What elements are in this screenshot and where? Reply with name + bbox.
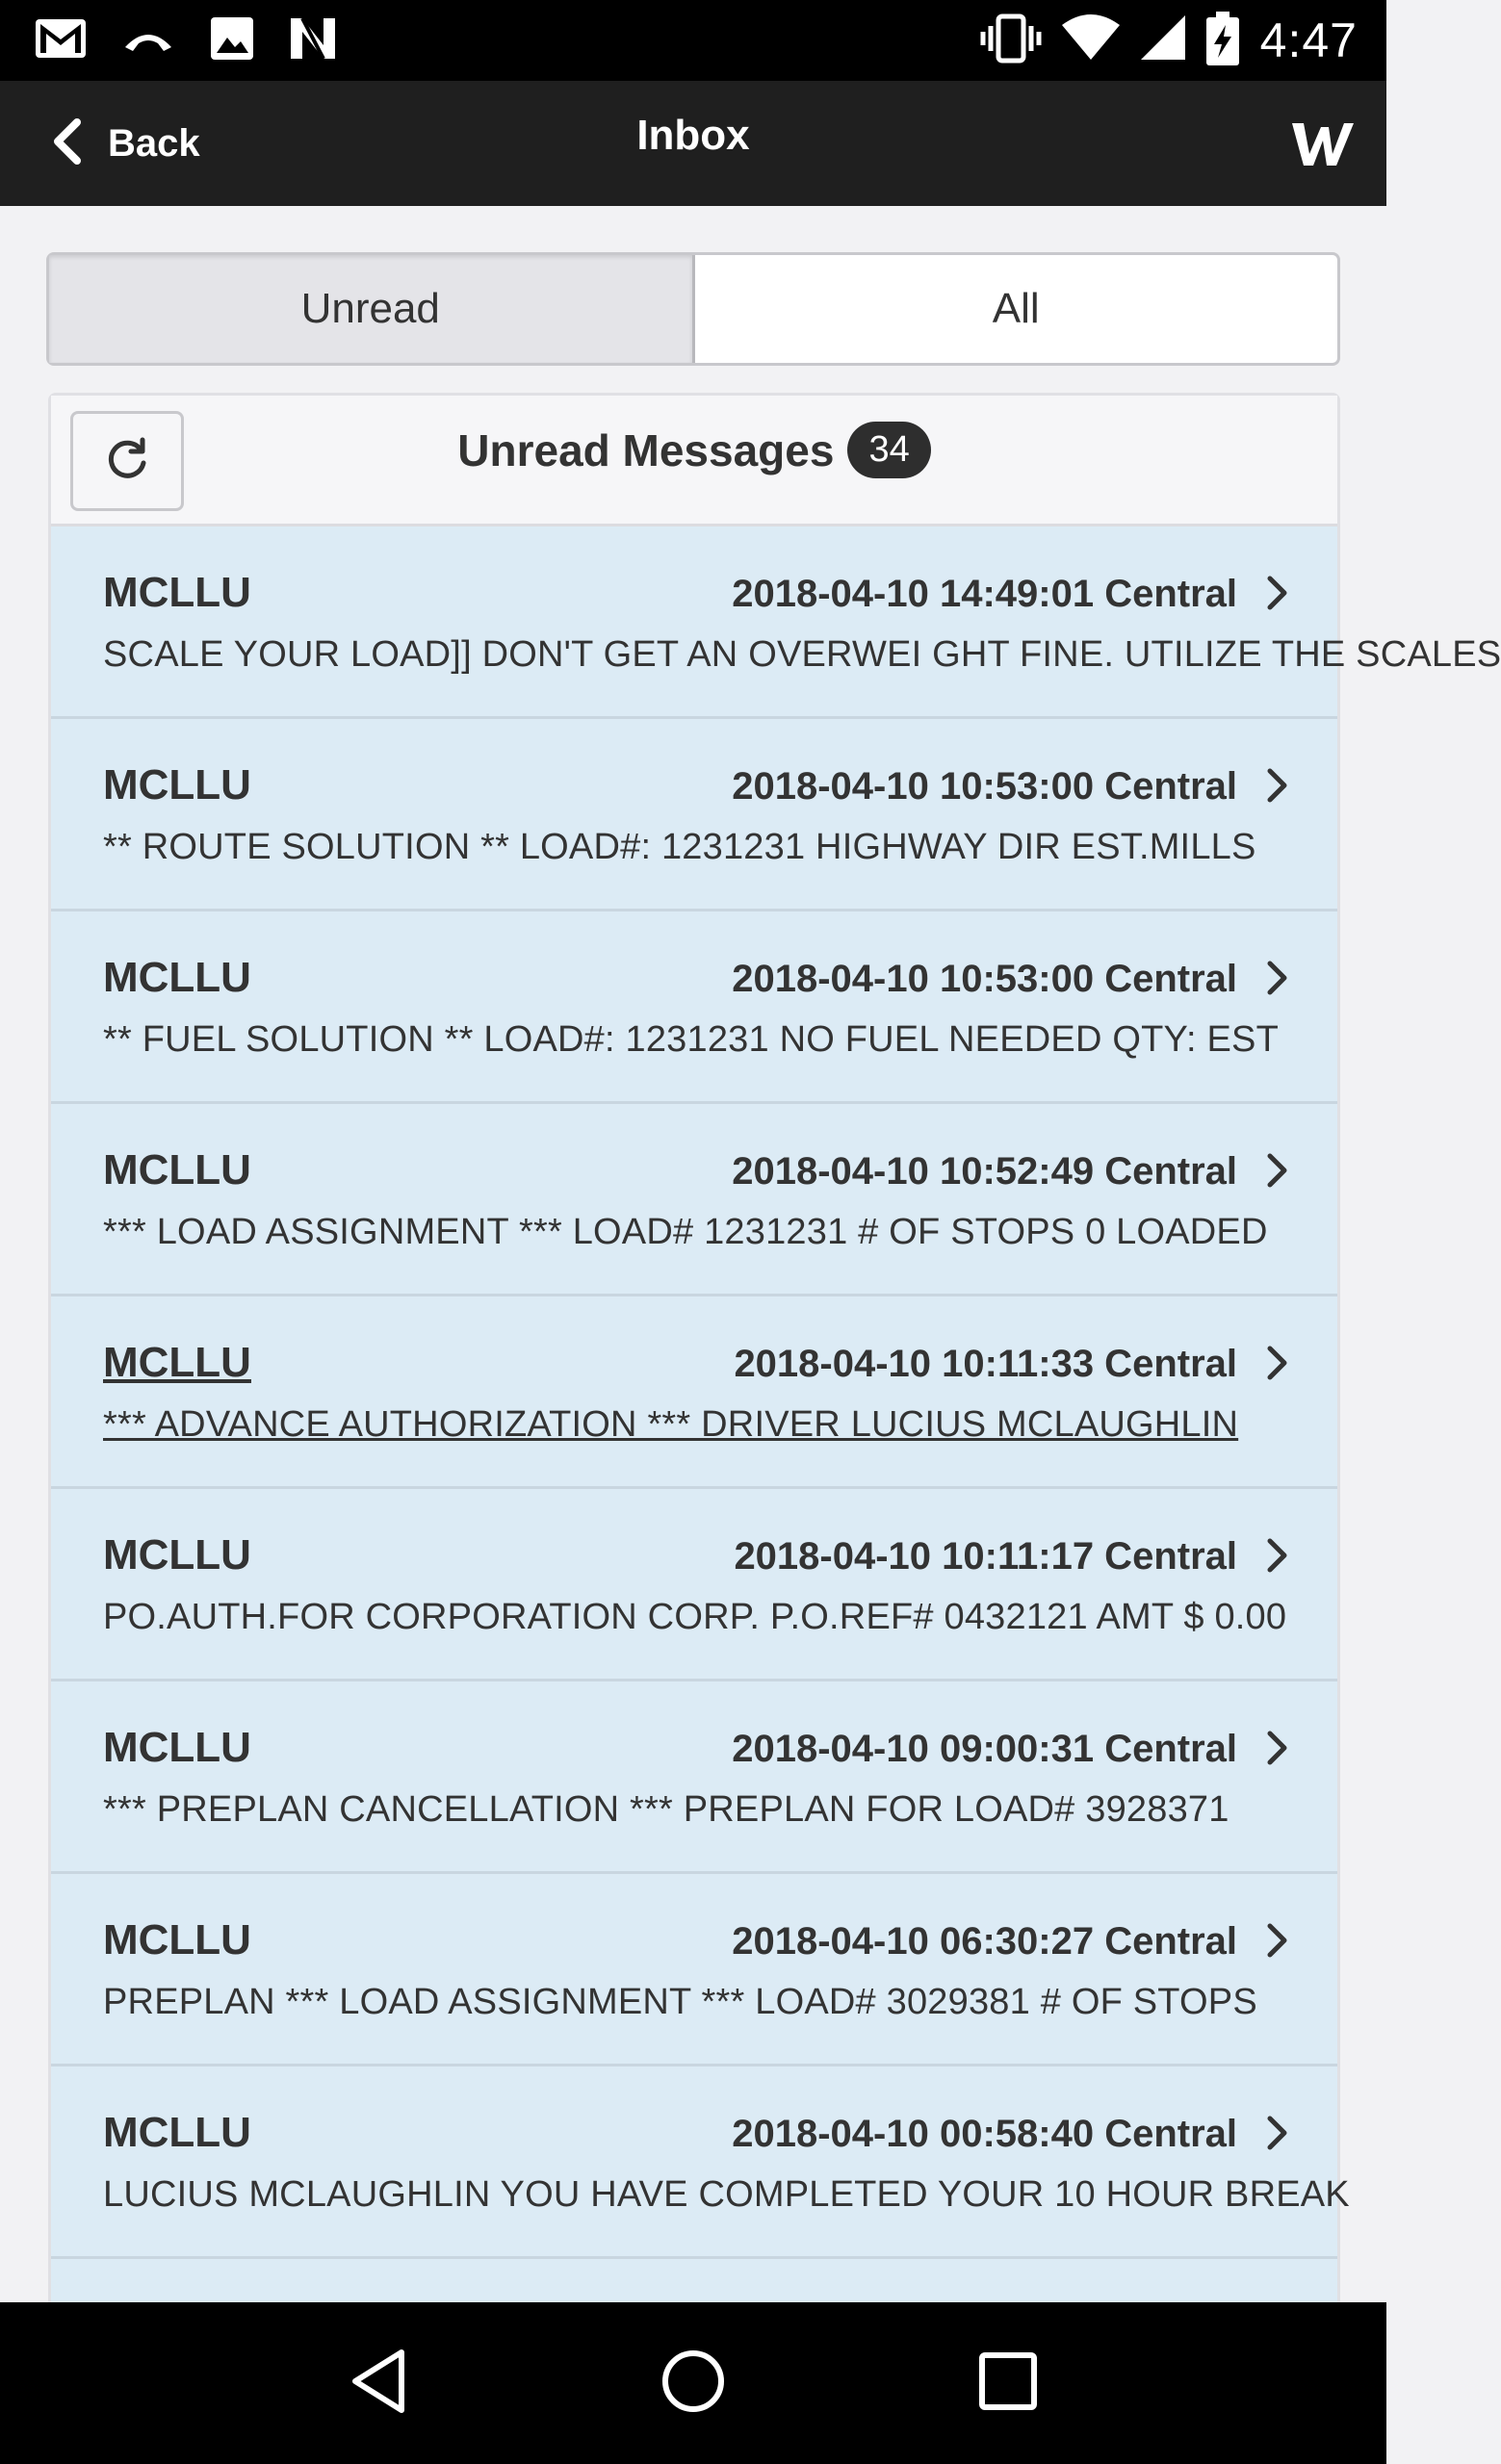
chevron-right-icon xyxy=(1266,1730,1289,1771)
messages-panel-title-text: Unread Messages xyxy=(457,425,835,475)
message-preview: PREPLAN *** LOAD ASSIGNMENT *** LOAD# 3029381 # OF STOPS xyxy=(103,1982,1257,2022)
message-row[interactable] xyxy=(51,526,1501,719)
brand-logo xyxy=(1288,117,1358,181)
tab-unread[interactable]: Unread xyxy=(49,255,695,363)
message-preview: LUCIUS MCLAUGHLIN YOU HAVE COMPLETED YOUR 10 HOUR BREAK xyxy=(103,2174,1350,2215)
message-preview: *** LOAD ASSIGNMENT *** LOAD# 1231231 # OF STOPS 0 LOADED xyxy=(103,1212,1268,1252)
chevron-right-icon xyxy=(1266,2115,1289,2156)
chevron-right-icon xyxy=(1266,1537,1289,1578)
messages-panel xyxy=(48,393,1501,2318)
status-bar-system xyxy=(981,0,1358,81)
message-date: 2018-04-10 10:53:00 Central xyxy=(732,765,1237,808)
image-icon xyxy=(210,16,254,65)
nav-back-icon xyxy=(349,2348,407,2420)
message-preview: ** ROUTE SOLUTION ** LOAD#: 1231231 HIGHWAY DIR EST.MILLS xyxy=(103,827,1256,867)
message-sender: MCLLU xyxy=(103,954,251,1001)
message-preview: SCALE YOUR LOAD]] DON'T GET AN OVERWEI GHT FINE. UTILIZE THE SCALES xyxy=(103,634,1501,675)
status-bar xyxy=(0,0,1386,81)
messages-panel-header xyxy=(51,396,1337,526)
status-time: 4:47 xyxy=(1259,13,1358,67)
n-app-icon xyxy=(289,16,337,65)
message-sender: MCLLU xyxy=(103,1339,251,1386)
nav-recents-button[interactable] xyxy=(950,2325,1066,2441)
message-date: 2018-04-10 06:30:27 Central xyxy=(732,1920,1237,1963)
message-sender: MCLLU xyxy=(103,569,251,616)
message-date: 2018-04-10 14:49:01 Central xyxy=(732,573,1237,615)
message-date: 2018-04-10 10:11:17 Central xyxy=(734,1535,1237,1578)
message-preview: *** ADVANCE AUTHORIZATION *** DRIVER LUCIUS MCLAUGHLIN xyxy=(103,1404,1239,1445)
message-date: 2018-04-10 00:58:40 Central xyxy=(732,2113,1237,2155)
message-date: 2018-04-10 10:52:49 Central xyxy=(732,1150,1237,1193)
message-sender: MCLLU xyxy=(103,761,251,808)
message-sender: MCLLU xyxy=(103,1146,251,1194)
message-row[interactable] xyxy=(51,2066,1350,2259)
back-label: Back xyxy=(108,121,200,165)
message-row[interactable] xyxy=(51,1296,1337,1489)
message-row[interactable] xyxy=(51,719,1337,911)
page-title: Inbox xyxy=(636,112,750,159)
messages-panel-title xyxy=(51,424,1337,482)
message-row[interactable] xyxy=(51,1104,1337,1296)
nav-home-button[interactable] xyxy=(635,2325,751,2441)
message-row[interactable] xyxy=(51,1489,1337,1681)
chevron-right-icon xyxy=(1266,575,1289,616)
message-row[interactable] xyxy=(51,1874,1337,2066)
chevron-right-icon xyxy=(1266,960,1289,1001)
message-date: 2018-04-10 10:53:00 Central xyxy=(732,958,1237,1000)
status-bar-notifications xyxy=(35,0,337,81)
message-preview: ** FUEL SOLUTION ** LOAD#: 1231231 NO FUEL NEEDED QTY: EST xyxy=(103,1019,1279,1060)
unread-count-badge: 34 xyxy=(847,422,930,478)
message-preview: PO.AUTH.FOR CORPORATION CORP. P.O.REF# 0432121 AMT $ 0.00 xyxy=(103,1597,1287,1637)
message-sender: MCLLU xyxy=(103,2109,251,2156)
tab-all[interactable]: All xyxy=(992,285,1040,332)
gmail-icon xyxy=(35,18,87,64)
battery-charging-icon xyxy=(1206,12,1239,70)
message-row[interactable] xyxy=(51,1681,1337,1874)
message-preview: *** PREPLAN CANCELLATION *** PREPLAN FOR LOAD# 3928371 xyxy=(103,1789,1229,1830)
message-sender: MCLLU xyxy=(103,1724,251,1771)
message-sender: MCLLU xyxy=(103,1531,251,1578)
signal-icon xyxy=(1141,15,1185,66)
nav-recents-icon xyxy=(978,2351,1038,2416)
system-nav-bar xyxy=(0,2302,1386,2464)
message-date: 2018-04-10 09:00:31 Central xyxy=(732,1728,1237,1770)
chevron-right-icon xyxy=(1266,767,1289,808)
chevron-right-icon xyxy=(1266,1152,1289,1194)
inbox-filter-tabs xyxy=(46,252,1340,366)
message-date: 2018-04-10 10:11:33 Central xyxy=(734,1343,1237,1385)
vibrate-icon xyxy=(981,14,1041,67)
missed-call-icon xyxy=(121,24,175,58)
chevron-right-icon xyxy=(1266,1345,1289,1386)
nav-back-button[interactable] xyxy=(321,2325,436,2441)
message-row[interactable] xyxy=(51,911,1337,1104)
app-header xyxy=(0,81,1386,206)
message-sender: MCLLU xyxy=(103,1916,251,1964)
nav-home-icon xyxy=(660,2348,727,2420)
wifi-icon xyxy=(1062,15,1120,66)
chevron-right-icon xyxy=(1266,1922,1289,1964)
message-list xyxy=(51,526,1501,2451)
